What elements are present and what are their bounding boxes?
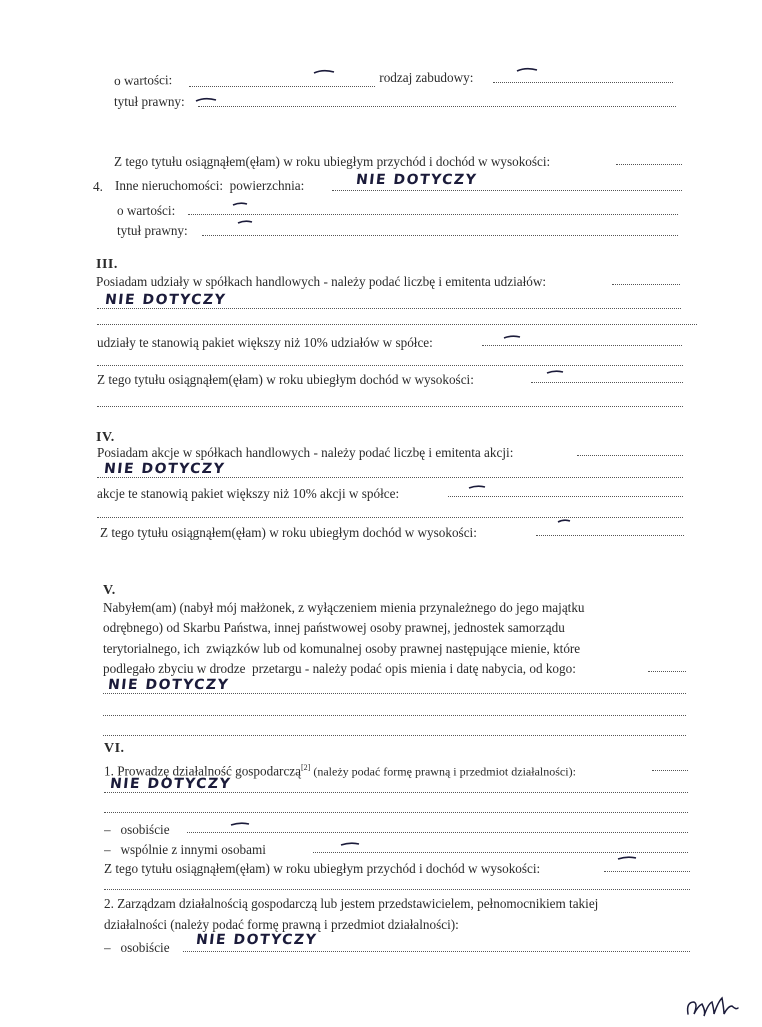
dotted-line [104,792,688,793]
label-personally-2: – osobiście [104,940,170,955]
handwriting-wrap-1 [356,172,477,188]
line-income-stocks [100,525,480,541]
dotted-line [97,406,683,407]
dotted-line [493,82,673,83]
handwritten-dash [468,484,488,490]
dotted-line [482,345,682,346]
dotted-line [103,693,686,694]
text-acquired-1: Nabyłem(am) (nabył mój małżonek, z wyłączeniem mienia przynależnego do jego majątku [103,600,585,615]
label-legal-title: tytuł prawny: [114,94,185,109]
dotted-line [188,214,678,215]
handwritten-dash [230,821,250,827]
text-acquired-2: odrębnego) od Skarbu Państwa, innej państwowej osoby prawnej, jednostek samorządu [103,620,565,635]
handwritten-dash [195,97,215,103]
handwritten-dash [232,201,252,207]
label-jointly: – wspólnie z innymi osobami [104,842,270,857]
handwriting-wrap-6 [196,932,317,948]
line-other-property [115,178,304,194]
label-income-1: Z tego tytułu osiągnąłem(ęłam) w roku ubiegłym przychód i dochód w wysokości: [114,154,554,169]
label-income-business: Z tego tytułu osiągnąłem(ęłam) w roku ubiegłym przychód i dochód w wysokości: [104,861,544,876]
item-number-4: 4. [93,179,103,194]
dotted-line [202,235,678,236]
handwritten-signature [684,992,744,1027]
dotted-line [103,715,686,716]
line-share-package [97,335,436,351]
dotted-line [97,324,697,325]
handwritten-dash [313,69,333,75]
dotted-line [652,770,688,771]
label-shares: Posiadam udziały w spółkach handlowych - należy podać liczbę i emitenta udziałów: [96,274,550,289]
line-manage-2 [104,917,459,933]
section-heading-iii: III. [96,257,118,272]
dotted-line [313,852,688,853]
label-building-type: rodzaj zabudowy: [376,70,477,85]
handwriting-wrap-3 [104,461,225,477]
label-other-property: Inne nieruchomości: powierzchnia: [115,178,305,193]
section-heading-iv: IV. [96,430,115,445]
label-value-2: o wartości: [117,203,179,218]
label-stock-package: akcje te stanowią pakiet większy niż 10% akcji w spółce: [97,486,403,501]
label-building-type-wrap [376,70,477,86]
label-value: o wartości: [113,72,176,88]
dotted-line [536,535,684,536]
dotted-line [104,889,690,890]
label-business: 1. Prowadzę działalność gospodarczą [104,763,302,779]
handwritten-answer: NIE DOTYCZY [104,292,227,308]
text-manage-1: 2. Zarządzam działalnością gospodarczą lub jestem przedstawicielem, pełnomocnikiem takiej [104,896,599,911]
dotted-line [577,455,683,456]
dotted-line [97,365,683,366]
dotted-line [183,951,690,952]
section-heading-v: V. [103,583,116,598]
line-legal-title-2 [117,223,191,239]
label-business-tail: (należy podać formę prawną i przedmiot działalności): [310,764,579,779]
dotted-line [448,496,683,497]
line-manage [104,896,598,912]
line-income-shares [97,372,477,388]
line-value-2 [117,203,179,219]
line-personally-2 [104,940,170,956]
dotted-line [104,812,688,813]
label-personally: – osobiście [104,822,173,837]
text-manage-2: działalności (należy podać formę prawną i przedmiot działalności): [104,917,459,932]
line-acquired-1 [103,600,585,616]
label-income-shares: Z tego tytułu osiągnąłem(ęłam) w roku ubiegłym dochód w wysokości: [97,372,478,387]
line-acquired-2 [103,620,565,636]
dotted-line [97,308,681,309]
line-acquired-3 [103,641,580,657]
handwritten-dash [546,369,566,375]
dotted-line [604,871,690,872]
dotted-line [332,190,682,191]
handwriting-wrap-4 [108,677,229,693]
line-stock-package [97,486,402,502]
line-stocks [97,445,517,461]
handwritten-dash [340,841,360,847]
handwritten-answer: NIE DOTYCZY [195,932,318,948]
line-jointly [104,842,269,858]
label-income-stocks: Z tego tytułu osiągnąłem(ęłam) w roku ubiegłym dochód w wysokości: [100,525,481,540]
handwritten-answer: NIE DOTYCZY [109,776,232,792]
line-income-business [104,861,544,877]
footnote-ref: [2] [301,763,311,772]
line-legal-title [114,94,185,110]
text-acquired-4: podlegało zbyciu w drodze przetargu - należy podać opis mienia i datę nabycia, od kogo: [103,661,580,676]
text-acquired-3: terytorialnego, ich związków lub od komunalnej osoby prawnej następujące mienie, które [103,641,581,656]
handwritten-answer: NIE DOTYCZY [103,461,226,477]
dotted-line [612,284,680,285]
dotted-line [648,671,686,672]
dotted-line [531,382,683,383]
handwriting-wrap-5 [110,776,231,792]
handwritten-dash [516,67,536,73]
dotted-line [103,735,686,736]
dotted-line [187,832,688,833]
handwritten-answer: NIE DOTYCZY [107,677,230,693]
section-heading-vi: VI. [104,741,125,756]
dotted-line [198,106,676,107]
dotted-line [97,517,683,518]
line-other-property-num [93,179,103,195]
label-share-package: udziały te stanowią pakiet większy niż 10% udziałów w spółce: [97,335,437,350]
handwritten-answer: NIE DOTYCZY [355,172,478,188]
handwritten-dash [617,855,637,861]
label-stocks: Posiadam akcje w spółkach handlowych - należy podać liczbę i emitenta akcji: [97,445,517,460]
dotted-line [189,86,375,87]
line-shares [96,274,549,290]
line-personally [104,822,173,838]
handwritten-dash [237,219,257,225]
handwritten-dash [557,518,577,524]
label-legal-title-2: tytuł prawny: [117,223,191,238]
line-acquired-4 [103,661,579,677]
dotted-line [616,164,682,165]
handwriting-wrap-2 [105,292,226,308]
line-value-and-building-type [114,72,176,89]
handwritten-dash [503,334,523,340]
line-income-1 [114,154,554,170]
dotted-line [97,477,683,478]
